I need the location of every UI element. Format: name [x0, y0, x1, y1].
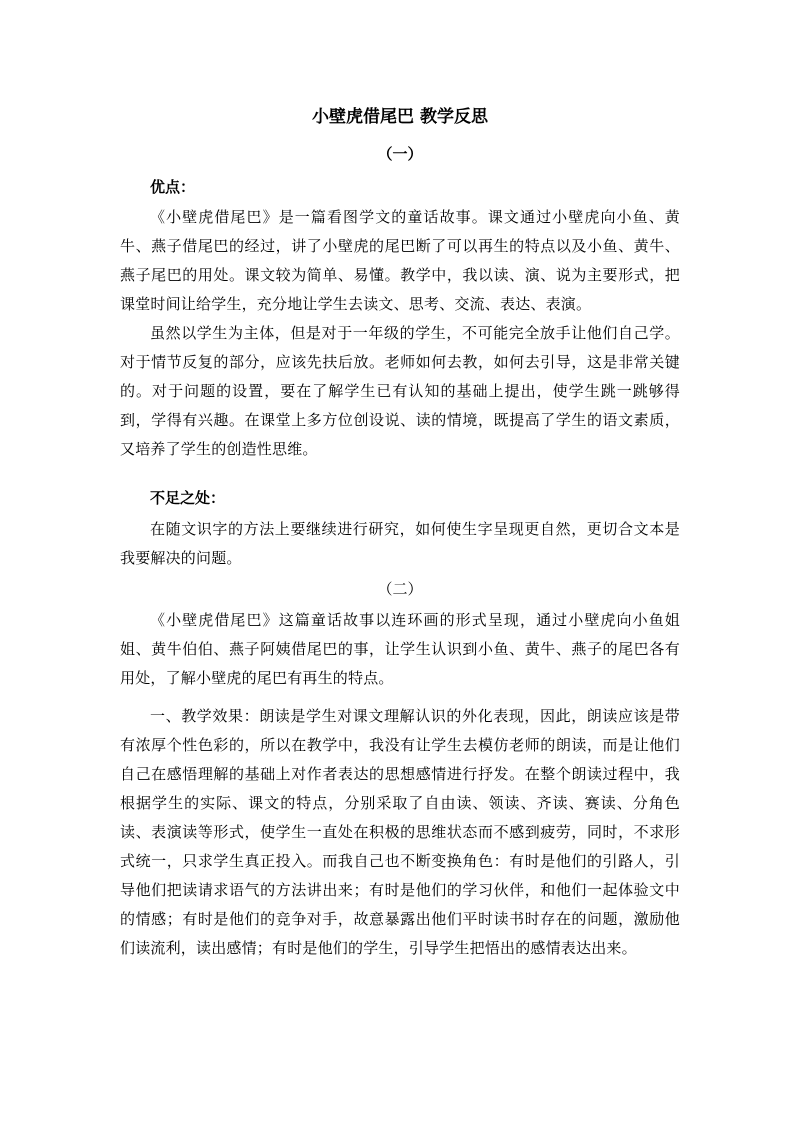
strengths-heading: 优点：: [150, 178, 196, 196]
paragraph-intro: 《小壁虎借尾巴》是一篇看图学文的童话故事。课文通过小壁虎向小鱼、黄牛、燕子借尾巴的经过，讲了小壁虎的尾巴断了可以再生的特点以及小鱼、黄牛、燕子尾巴的用处。课文较为简单、易懂。教学中，我以读、演、说为主要形式，把课堂时间让给学生，充分地让学生去读文、思考、交流、表达、表演。: [120, 208, 680, 313]
section-two-label: （二）: [377, 580, 423, 598]
weakness-heading: 不足之处：: [150, 489, 226, 507]
paragraph-weakness: 在随文识字的方法上要继续进行研究，如何使生字呈现更自然，更切合文本是我要解决的问题。: [120, 520, 680, 567]
paragraph-story-summary: 《小壁虎借尾巴》这篇童话故事以连环画的形式呈现，通过小壁虎向小鱼姐姐、黄牛伯伯、燕子阿姨借尾巴的事，让学生认识到小鱼、黄牛、燕子的尾巴各有用处，了解小壁虎的尾巴有再生的特点。: [120, 611, 680, 687]
paragraph-teaching-effect: 一、教学效果：朗读是学生对课文理解认识的外化表现，因此，朗读应该是带有浓厚个性色彩的，所以在教学中，我没有让学生去模仿老师的朗读，而是让他们自己在感悟理解的基础上对作者表达的思想感情进行抒发。在整个朗读过程中，我根据学生的实际、课文的特点，分别采取了自由读、领读、齐读、赛读、分角色读、表演读等形式，使学生一直处在积极的思维状态而不感到疲劳，同时，不求形式统一，只求学生真正投入。而我自己也不断变换角色：有时是他们的引路人，引导他们把读请求语气的方法讲出来；有时是他们的学习伙伴，和他们一起体验文中的情感；有时是他们的竞争对手，故意暴露出他们平时读书时存在的问题，激励他们读流利，读出感情；有时是他们的学生，引导学生把悟出的感情表达出来。: [120, 707, 680, 957]
document-title: 小壁虎借尾巴 教学反思: [312, 107, 488, 127]
paragraph-student-centered: 虽然以学生为主体，但是对于一年级的学生，不可能完全放手让他们自己学。对于情节反复的部分，应该先扶后放。老师如何去教，如何去引导，这是非常关键的。对于问题的设置，要在了解学生已有认知的基础上提出，使学生跳一跳够得到，学得有兴趣。在课堂上多方位创设说、读的情境，既提高了学生的语文素质，又培养了学生的创造性思维。: [120, 324, 680, 458]
section-one-label: （一）: [377, 145, 423, 163]
